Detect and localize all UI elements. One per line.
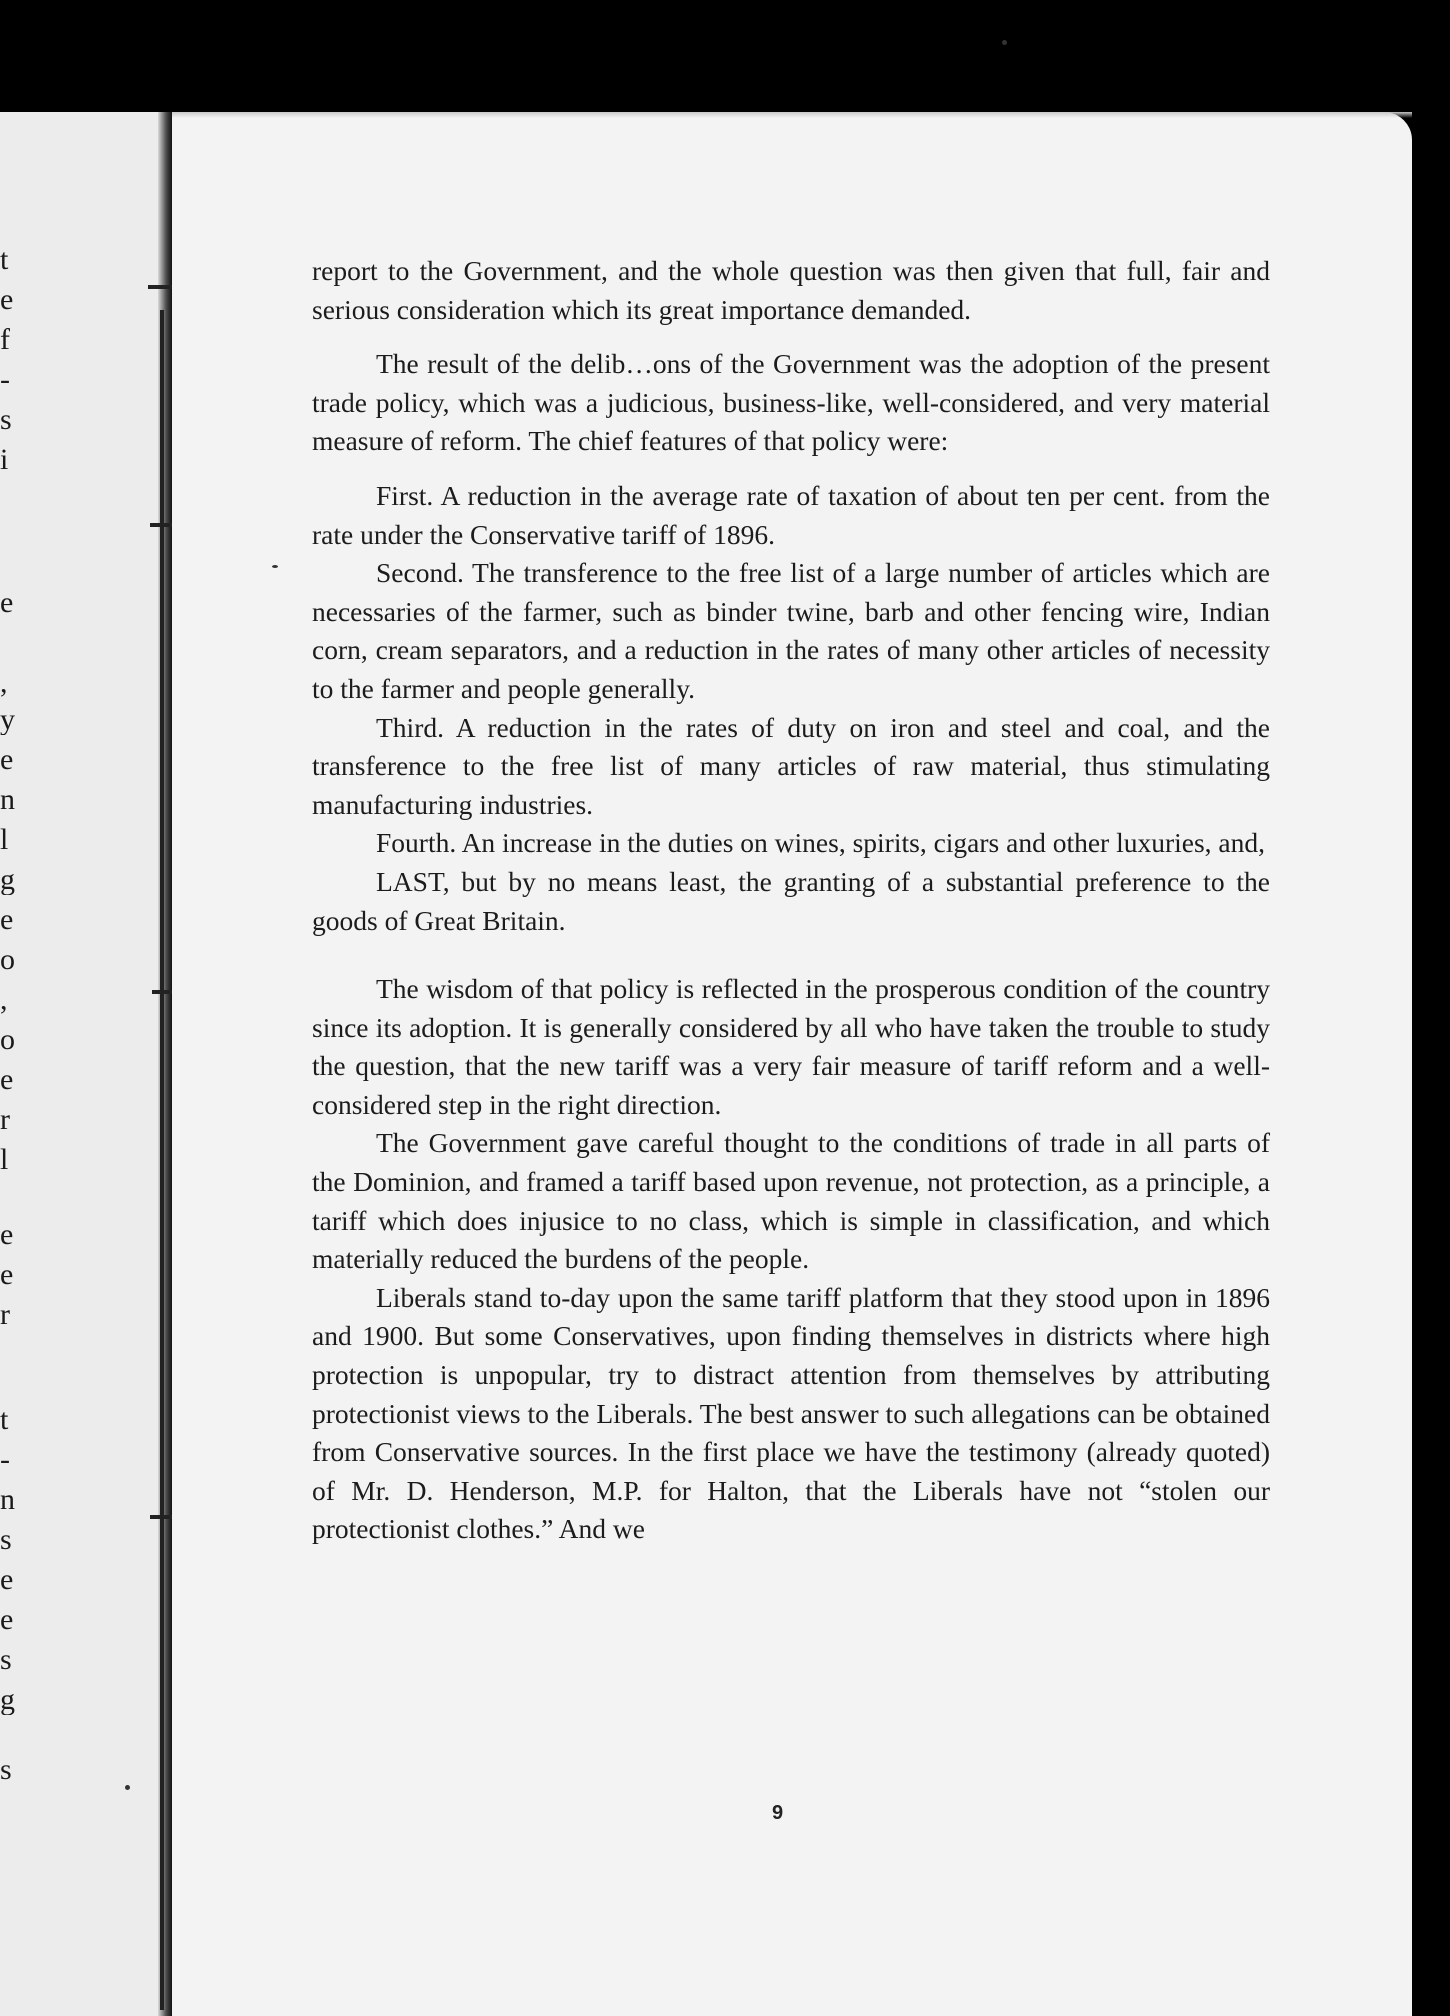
left-edge-letter: o [0,945,15,975]
left-edge-letter: - [0,1445,10,1475]
left-edge-letter: e [0,285,14,315]
left-edge-letter: e [0,1565,14,1595]
left-edge-letter: f [0,325,10,355]
left-edge-letter: l [0,1145,9,1175]
left-edge-letter: s [0,405,12,435]
scan-speck [1002,40,1007,45]
scan-speck [272,565,278,568]
left-edge-letter: t [0,1405,9,1435]
left-edge-letter: t [0,245,9,275]
body-text [312,252,1270,1549]
left-edge-letter: n [0,1485,15,1515]
left-edge-letter: s [0,1645,12,1675]
main-page [172,112,1412,2016]
paragraph: The wisdom of that policy is reflected in the prosperous condition of the country since its adoption. It is generally considered by all who have taken the trouble to study the question, that the new tariff was a very fair measure of tariff reform and a well-considered step in the right direction. [312,973,1270,1120]
paragraph: The Government gave careful thought to the conditions of trade in all parts of the Dominion, and framed a tariff based upon revenue, not protection, as a principle, a tariff which does injusice to no class, which is simple in classification, and which materially reduced the burdens of the people. [312,1127,1270,1275]
left-edge-letter: l [0,825,9,855]
left-edge-letter: e [0,1065,14,1095]
left-facing-page [0,112,172,2016]
left-edge-letter: e [0,588,14,618]
left-edge-letter: r [0,1300,10,1330]
left-edge-letter: e [0,745,14,775]
left-edge-letter: y [0,705,15,735]
left-edge-letter: e [0,905,14,935]
left-edge-letter: g [0,1685,15,1715]
left-edge-letter: s [0,1525,12,1555]
paragraph: Fourth. An increase in the duties on wines, spirits, cigars and other luxuries, and, [376,827,1265,859]
left-edge-letter: r [0,1105,10,1135]
paragraph: Second. The transference to the free list of a large number of articles which are necessaries of the farmer, such as binder twine, barb and other fencing wire, Indian corn, cream separators, and a reduction in the rates of many other articles of necessity to the farmer and people generally. [312,557,1270,704]
left-edge-letter: n [0,785,15,815]
page-number: 9 [772,1802,784,1824]
scan-speck [125,1785,130,1790]
left-edge-letter: - [0,365,10,395]
left-edge-letter: e [0,1220,14,1250]
paragraph: report to the Government, and the whole question was then given that full, fair and serious consideration which its great importance demanded. [312,255,1270,325]
paragraph: The result of the delib…ons of the Government was the adoption of the present trade policy, which was a judicious, business-like, well-considered, and very material measure of reform. The chief features of that policy were: [312,348,1270,457]
paragraph: First. A reduction in the average rate of taxation of about ten per cent. from the rate under the Conservative tariff of 1896. [312,479,1270,550]
left-edge-letter: g [0,865,15,895]
left-edge-letter: e [0,1605,14,1635]
left-edge-letter: e [0,1260,14,1290]
left-edge-letter: s [0,1755,12,1785]
binding-line [160,310,164,2010]
paragraph: Liberals stand to-day upon the same tariff platform that they stood upon in 1896 and 1900. But some Conservatives, upon finding themselves in districts where high protection is unpopular, try to distract attention from themselves by attributing protectionist views to the Liberals. The best answer to such allegations can be obtained from Conservative sources. In the first place we have the testimony (already quoted) of Mr. D. Henderson, M.P. for Halton, that the Liberals have not “stolen our protectionist clothes.” And we [312,1281,1270,1545]
left-edge-letter: , [0,985,8,1015]
left-edge-letter: , [0,668,8,698]
left-edge-letter: o [0,1025,15,1055]
left-edge-letter: i [0,445,9,475]
paragraph: LAST, but by no means least, the granting of a substantial preference to the goods of Great Britain. [312,865,1270,936]
paragraph: Third. A reduction in the rates of duty on iron and steel and coal, and the transference to the free list of many articles of raw material, thus stimulating manufacturing industries. [312,711,1270,820]
